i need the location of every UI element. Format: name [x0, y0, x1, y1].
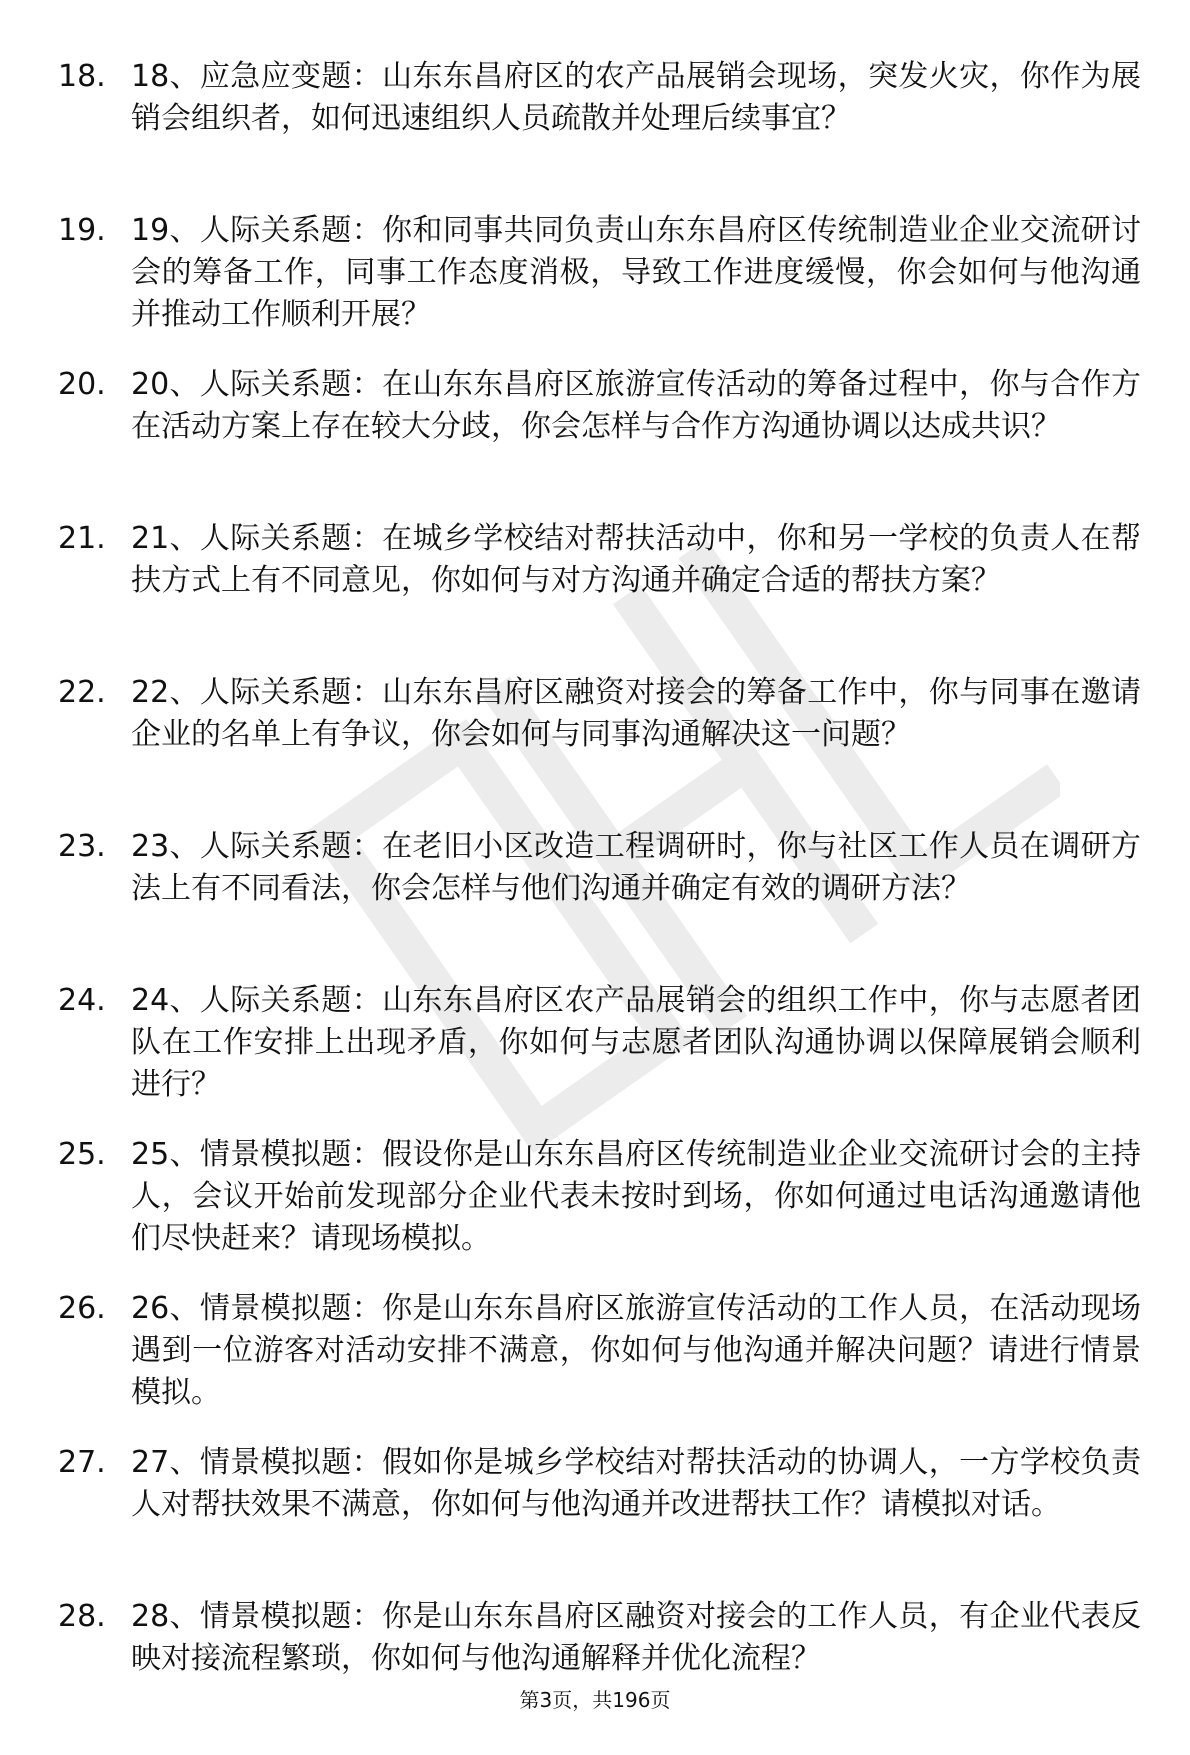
question-text: 23、人际关系题：在老旧小区改造工程调研时，你与社区工作人员在调研方法上有不同看法，你会怎样与他们沟通并确定有效的调研方法？: [131, 829, 1141, 906]
page-number-footer: 第3页，共196页: [519, 1688, 671, 1712]
question-item: [0, 672, 1190, 826]
question-number: 28.: [58, 1599, 106, 1634]
question-item: [0, 1134, 1190, 1288]
question-text: 24、人际关系题：山东东昌府区农产品展销会的组织工作中，你与志愿者团队在工作安排上出现矛盾，你如何与志愿者团队沟通协调以保障展销会顺利进行？: [131, 983, 1141, 1102]
question-text: 25、情景模拟题：假设你是山东东昌府区传统制造业企业交流研讨会的主持人，会议开始前发现部分企业代表未按时到场，你如何通过电话沟通邀请他们尽快赶来？请现场模拟。: [131, 1137, 1141, 1256]
question-number: 22.: [58, 675, 106, 710]
question-item: [0, 364, 1190, 518]
question-number: 24.: [58, 983, 106, 1018]
question-item: [0, 518, 1190, 672]
question-number: 26.: [58, 1291, 106, 1326]
question-number: 20.: [58, 367, 106, 402]
question-item: [0, 56, 1190, 210]
question-text: 19、人际关系题：你和同事共同负责山东东昌府区传统制造业企业交流研讨会的筹备工作，同事工作态度消极，导致工作进度缓慢，你会如何与他沟通并推动工作顺利开展？: [131, 213, 1141, 332]
question-item: [0, 826, 1190, 980]
question-item: [0, 980, 1190, 1134]
question-text: 18、应急应变题：山东东昌府区的农产品展销会现场，突发火灾，你作为展销会组织者，如何迅速组织人员疏散并处理后续事宜？: [131, 59, 1141, 136]
question-number: 27.: [58, 1445, 106, 1480]
question-item: [0, 210, 1190, 364]
question-text: 20、人际关系题：在山东东昌府区旅游宣传活动的筹备过程中，你与合作方在活动方案上存在较大分歧，你会怎样与合作方沟通协调以达成共识？: [131, 367, 1141, 444]
question-text: 22、人际关系题：山东东昌府区融资对接会的筹备工作中，你与同事在邀请企业的名单上有争议，你会如何与同事沟通解决这一问题？: [131, 675, 1141, 752]
question-number: 21.: [58, 521, 106, 556]
question-text: 21、人际关系题：在城乡学校结对帮扶活动中，你和另一学校的负责人在帮扶方式上有不同意见，你如何与对方沟通并确定合适的帮扶方案？: [131, 521, 1141, 598]
question-number: 25.: [58, 1137, 106, 1172]
question-number: 19.: [58, 213, 106, 248]
question-item: [0, 1596, 1190, 1750]
question-number: 18.: [58, 59, 106, 94]
question-item: [0, 1442, 1190, 1596]
question-item: [0, 1288, 1190, 1442]
question-number: 23.: [58, 829, 106, 864]
question-list: [0, 56, 1190, 1750]
question-text: 28、情景模拟题：你是山东东昌府区融资对接会的工作人员，有企业代表反映对接流程繁琐，你如何与他沟通解释并优化流程？: [131, 1599, 1141, 1676]
question-text: 27、情景模拟题：假如你是城乡学校结对帮扶活动的协调人，一方学校负责人对帮扶效果不满意，你如何与他沟通并改进帮扶工作？请模拟对话。: [131, 1445, 1141, 1522]
question-text: 26、情景模拟题：你是山东东昌府区旅游宣传活动的工作人员，在活动现场遇到一位游客对活动安排不满意，你如何与他沟通并解决问题？请进行情景模拟。: [131, 1291, 1141, 1410]
